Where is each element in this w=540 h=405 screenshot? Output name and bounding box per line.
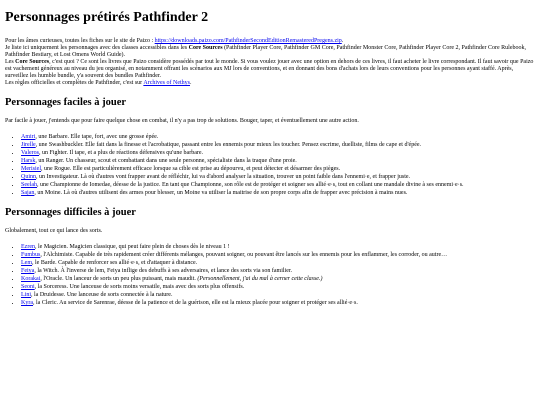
character-link[interactable]: Lem xyxy=(21,260,32,266)
list-item xyxy=(21,259,535,267)
character-description: , un Moine. Là où d'autres utilisent des armes pour blesser, un Moine va utiliser la maitrise de son propre corps afin de frapper avec précision à mains nues. xyxy=(34,190,408,196)
list-item xyxy=(21,267,535,275)
character-description: , la Witch. À l'inverse de lem, Feiya inflige des debuffs à ses adversaires, et lance des sorts via son familier. xyxy=(34,268,293,274)
character-description: , le Barde. Capable de renforcer ses allié·e·s, et d'attaquer à distance. xyxy=(32,260,198,266)
character-description: , une Swashbuckler. Elle fait dans la finesse et l'acrobatique, passant entre les ennemis pour mieux les toucher. Pensez escrime, duelliste, films de cape et d'épée. xyxy=(35,142,422,148)
intro-text: Pour les âmes curieuses, toutes les fiches sur le site de Paizo : xyxy=(5,38,155,44)
core-sources-bold: Core Sources xyxy=(15,59,50,65)
character-link[interactable]: Ezren xyxy=(21,244,35,250)
section-lead-hard: Globalement, tout ce qui lance des sorts. xyxy=(5,228,103,234)
list-item xyxy=(21,173,535,181)
intro-text: , c'est quoi ? Ce sont les livres que Paizo considère possédés par tout le monde. Si vous voulez jouer avec une option en dehors de ces livres, il faut acheter le livre correspondant. Il faut savoir que Paizo est vachement généreux au niveau du jeu organisé, en notamment offrant les scénarios aux MJ lors de conventions, et en donnant des bons d'achats lors de leurs conventions pour les personnes ayant staffé. Après, surveillez les humble bundle, y'a souvent des bundles Pathfinder. xyxy=(5,59,534,79)
list-item xyxy=(21,141,535,149)
intro-text: . xyxy=(190,80,192,86)
character-link[interactable]: Quinn xyxy=(21,174,36,180)
character-description: , une Championne de Iomedae, déesse de la justice. En tant que Championne, son rôle est de protéger et soigner ses allié·e·s, tout en collant une mandale divine à ses ennemi·e·s. xyxy=(37,182,464,188)
character-description: , la Druidesse. Une lanceuse de sorts connectée à la nature. xyxy=(31,292,173,298)
intro-line-1 xyxy=(5,38,535,45)
character-description: , l'Alchimiste. Capable de très rapidement créer différents mélanges, pouvant soigner, ou pouvant être lancés sur les ennemis pour les enflammer, les corroder, ou autre… xyxy=(40,252,448,258)
list-item xyxy=(21,243,535,251)
character-description: , une Rogue. Elle est particulièrement efficace lorsque sa cible est prise au dépourvu, et peut détecter et désarmer des pièges. xyxy=(41,166,341,172)
list-item xyxy=(21,149,535,157)
section-heading-easy: Personnages faciles à jouer xyxy=(5,97,127,108)
character-description: , la Cleric. Au service de Sarenrae, déesse de la patience et de la guérison, elle est la mieux placée pour soigner et protéger ses allié·e·s. xyxy=(33,300,358,306)
character-link[interactable]: Sajan xyxy=(21,190,35,196)
character-description: , un Investigateur. Là où d'autres vont frapper avant de réfléchir, lui va d'abord analyser la situation, trouver un point faible dans l'ennemi·e, et frapper juste. xyxy=(36,174,411,180)
easy-characters-list xyxy=(5,133,535,197)
character-link[interactable]: Seoni xyxy=(21,284,35,290)
intro-paragraph xyxy=(5,38,535,87)
character-description: , l'Oracle. Un lanceur de sorts un peu plus puissant, mais maudit. xyxy=(40,276,198,282)
list-item xyxy=(21,181,535,189)
list-item xyxy=(21,275,535,283)
character-description: , un Ranger. Un chasseur, scout et combattant dans une seule personne, spécialiste dans la traque d'une proie. xyxy=(35,158,297,164)
intro-text: Les règles officielles et complètes de Pathfinder, c'est sur xyxy=(5,80,144,86)
hard-characters-list xyxy=(5,243,535,307)
archives-of-nethys-link[interactable]: Archives of Nethys xyxy=(143,80,191,86)
core-sources-bold: Core Sources xyxy=(188,45,223,51)
character-link[interactable]: Lini xyxy=(21,292,31,298)
character-link[interactable]: Valeros xyxy=(21,150,39,156)
paizo-download-link[interactable]: https://downloads.paizo.com/PathfinderSecondEditionRemasteredPregens.zip xyxy=(154,38,342,44)
character-description: , un Fighter. Il tape, et a plus de réactions défensives qu'une barbare. xyxy=(39,150,204,156)
list-item xyxy=(21,157,535,165)
intro-line-2 xyxy=(5,45,535,59)
section-heading-hard: Personnages difficiles à jouer xyxy=(5,207,136,218)
intro-text: Les xyxy=(5,59,16,65)
page-title: Personnages prétirés Pathfinder 2 xyxy=(5,10,209,25)
character-link[interactable]: Amiri xyxy=(21,134,36,140)
character-link[interactable]: Jirelle xyxy=(21,142,36,148)
intro-text: . xyxy=(341,38,344,44)
character-link[interactable]: Korakai xyxy=(21,276,41,282)
intro-line-4 xyxy=(5,80,535,87)
character-link[interactable]: Kyra xyxy=(21,300,33,306)
list-item xyxy=(21,299,535,307)
character-link[interactable]: Harsk xyxy=(21,158,36,164)
character-description: , une Barbare. Elle tape, fort, avec une grosse épée. xyxy=(35,134,159,140)
character-description: , la Sorceress. Une lanceuse de sorts moins versatile, mais avec des sorts plus offensifs. xyxy=(34,284,245,290)
character-description: , le Magicien. Magicien classique, qui peut faire plein de choses dès le niveau 1 ! xyxy=(35,244,230,250)
character-link[interactable]: Merisiel xyxy=(21,166,41,172)
list-item xyxy=(21,133,535,141)
list-item xyxy=(21,251,535,259)
list-item xyxy=(21,283,535,291)
intro-text: (Pathfinder Player Core, Pathfinder GM Core, Pathfinder Monster Core, Pathfinder Player Core 2, Pathfinder Core Rulebook, Pathfinder Bestiary, et Lost Omens World Guide). xyxy=(5,45,526,58)
section-lead-easy: Par facile à jouer, j'entends que pour faire quelque chose en combat, il n'y a pas trop de solutions. Bouger, taper, et éventuellement une autre action. xyxy=(5,118,359,124)
character-link[interactable]: Seelah xyxy=(21,182,37,188)
personal-note: (Personnellement, j'ai du mal à cerner cette classe.) xyxy=(197,276,323,282)
list-item xyxy=(21,165,535,173)
intro-text: Je liste ici uniquement les personnages avec des classes accessibles dans les xyxy=(5,45,189,51)
character-link[interactable]: Feiya xyxy=(21,268,35,274)
character-link[interactable]: Fumbus xyxy=(21,252,41,258)
intro-line-3 xyxy=(5,59,535,80)
list-item xyxy=(21,291,535,299)
list-item xyxy=(21,189,535,197)
